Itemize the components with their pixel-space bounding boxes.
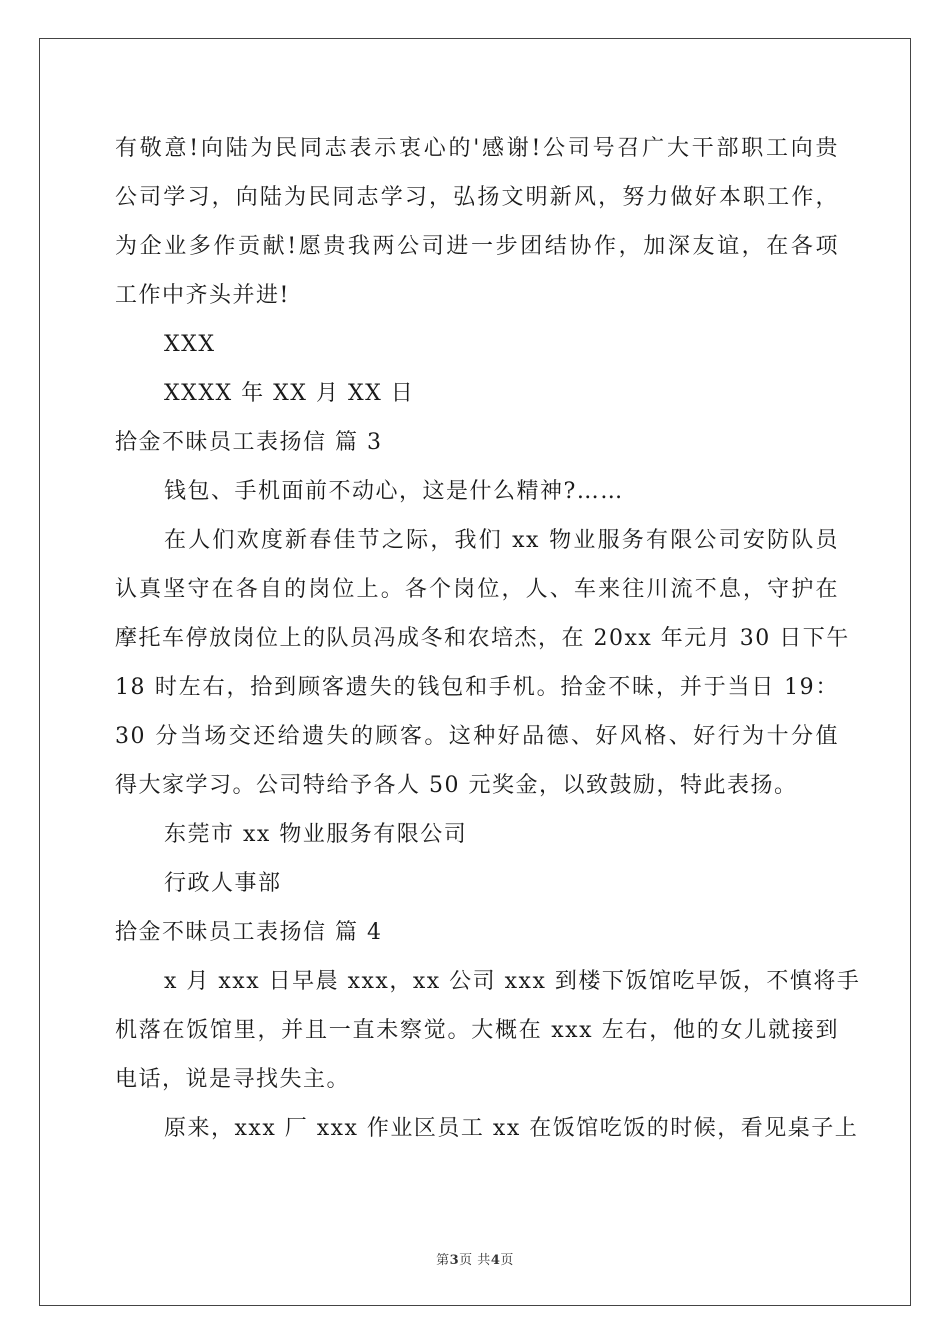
- document-body: [115, 124, 861, 1153]
- text-line: 摩托车停放岗位上的队员冯成冬和农培杰，在 20xx 年元月 30 日下午: [115, 626, 850, 651]
- text-line: XXX: [164, 332, 216, 357]
- text-line: 钱包、手机面前不动心，这是什么精神?……: [164, 479, 624, 504]
- footer-suffix: 页: [500, 1253, 514, 1268]
- text-line: 18 时左右，拾到顾客遗失的钱包和手机。拾金不昧，并于当日 19：: [115, 675, 839, 700]
- text-line: 工作中齐头并进!: [115, 283, 290, 308]
- text-line: 公司学习，向陆为民同志学习，弘扬文明新风，努力做好本职工作，: [115, 185, 839, 210]
- text-line: 机落在饭馆里，并且一直未察觉。大概在 xxx 左右，他的女儿就接到: [115, 1018, 839, 1043]
- text-line: 认真坚守在各自的岗位上。各个岗位，人、车来往川流不息，守护在: [115, 577, 839, 602]
- text-line: 拾金不昧员工表扬信 篇 4: [115, 920, 383, 945]
- text-line: 30 分当场交还给遗失的顾客。这种好品德、好风格、好行为十分值: [115, 724, 839, 749]
- text-line: 得大家学习。公司特给予各人 50 元奖金，以致鼓励，特此表扬。: [115, 773, 798, 798]
- text-line: 有敬意!向陆为民同志表示衷心的'感谢!公司号召广大干部职工向贵: [115, 136, 839, 161]
- text-line: 在人们欢度新春佳节之际，我们 xx 物业服务有限公司安防队员: [164, 528, 839, 553]
- text-line: 拾金不昧员工表扬信 篇 3: [115, 430, 383, 455]
- text-line: 原来，xxx 厂 xxx 作业区员工 xx 在饭馆吃饭的时候，看见桌子上: [164, 1116, 859, 1141]
- text-line: 为企业多作贡献!愿贵我两公司进一步团结协作，加深友谊，在各项: [115, 234, 839, 259]
- footer-prefix: 第: [436, 1253, 450, 1268]
- text-line: XXXX 年 XX 月 XX 日: [164, 381, 415, 406]
- page-footer: [0, 1249, 950, 1268]
- text-line: 电话，说是寻找失主。: [115, 1067, 351, 1092]
- footer-middle: 页 共: [459, 1253, 491, 1268]
- text-line: 行政人事部: [164, 871, 282, 896]
- text-line: 东莞市 xx 物业服务有限公司: [164, 822, 468, 847]
- text-line: x 月 xxx 日早晨 xxx，xx 公司 xxx 到楼下饭馆吃早饭，不慎将手: [164, 969, 861, 994]
- total-pages-number: 4: [490, 1253, 501, 1268]
- current-page-number: 3: [449, 1253, 460, 1268]
